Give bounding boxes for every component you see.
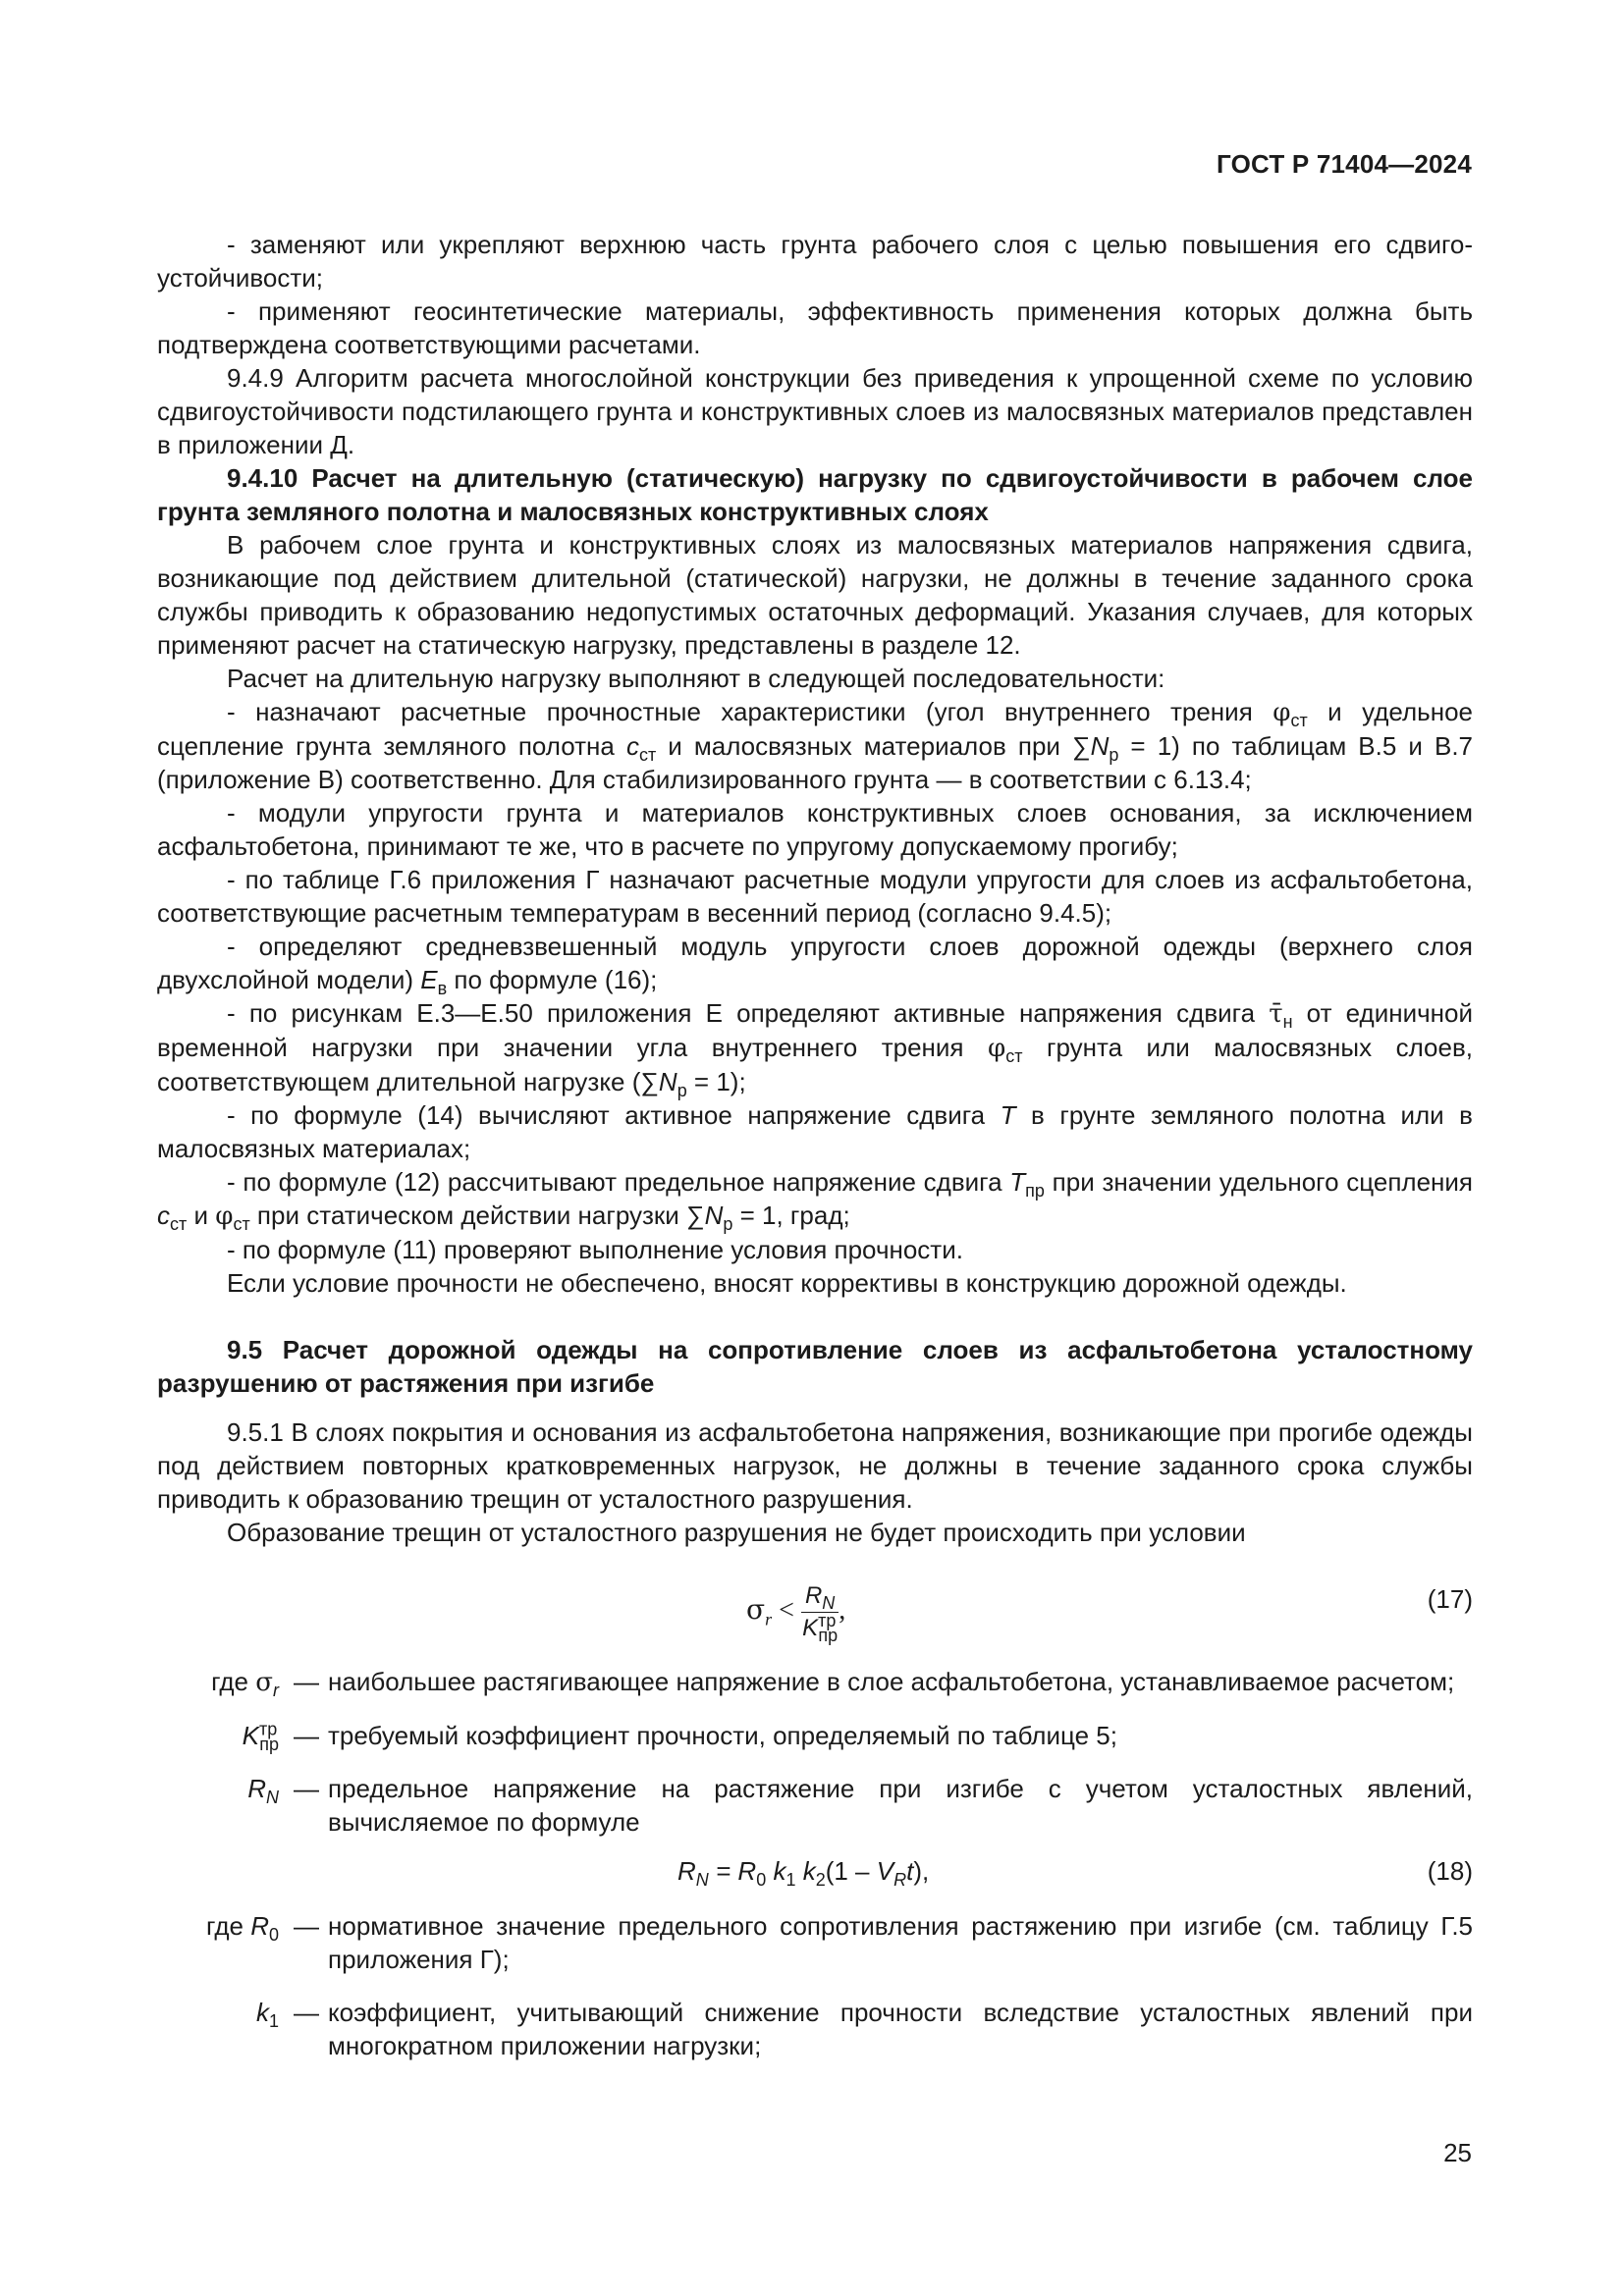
document-body — [157, 228, 1473, 2072]
list-item: - по формуле (12) рассчитывают предельное напряжение сдвига $T_{пр}$ при значении удельного сцепления $c_{ст}$ и $\varphi_{ст}$ при статическом действии нагрузки $\sum N_р = 1$, град; — [157, 1167, 1474, 1235]
paragraph: Если условие прочности не обеспечено, вносят коррективы в конструкцию дорожной одежды. — [227, 1268, 1347, 1298]
formula-17 — [157, 1563, 1473, 1653]
page-number: 25 — [1443, 2138, 1472, 2167]
list-item: - по рисункам Е.3—Е.50 приложения Е определяют активные напряжения сдвига $\taū_н$ от единичной временной нагрузки при значении угла внутреннего трения $\varphi_{ст}$ грунта или малосвязных слоев, соответствующем длительной нагрузке $(\sum N_р = 1)$; — [157, 998, 1473, 1101]
definition-dash: — — [294, 1998, 319, 2027]
definition-text: требуемый коэффициент прочности, определяемый по таблице 5; — [328, 1721, 1117, 1750]
definition-term: $R_N$ — [247, 1774, 279, 1808]
definition-text: наибольшее растягивающее напряжение в слое асфальтобетона, устанавливаемое расчетом; — [328, 1667, 1455, 1696]
list-item: - по таблице Г.6 приложения Г назначают расчетные модули упругости для слоев из асфальтобетона, соответствующие расчетным температурам в весенний период (согласно 9.4.5); — [157, 865, 1473, 928]
definition-term: $k_1$ — [255, 1998, 279, 2032]
heading-9-4-10: 9.4.10 Расчет на длительную (статическую) нагрузку по сдвигоустойчивости в рабочем слое грунта земляного полотна и малосвязных конструктивных слоях — [157, 463, 1473, 526]
definition-dash: — — [294, 1667, 319, 1696]
paragraph-9-4-9: 9.4.9 Алгоритм расчета многослойной конструкции без приведения к упрощенной схеме по условию сдвигоустойчивости подстилающего грунта и конструктивных слоев из малосвязных материалов представлен в приложении Д. — [157, 363, 1473, 459]
formula-17-number: (17) — [1427, 1584, 1473, 1614]
definition-dash: — — [294, 1774, 319, 1803]
definition-text: нормативное значение предельного сопротивления растяжению при изгибе (см. таблицу Г.5 приложения Г); — [328, 1911, 1473, 1974]
formula-18 — [157, 1848, 1473, 1897]
formula-18-number: (18) — [1427, 1856, 1473, 1886]
definition-term: где $\sigma_r$ — [211, 1667, 279, 1701]
paragraph: - применяют геосинтетические материалы, эффективность применения которых должна быть подтверждена соответствующими расчетами. — [157, 296, 1473, 359]
paragraph: Расчет на длительную нагрузку выполняют в следующей последовательности: — [227, 664, 1165, 693]
document-code: ГОСТ Р 71404—2024 — [1217, 149, 1472, 179]
list-item: - по формуле (11) проверяют выполнение условия прочности. — [227, 1235, 963, 1264]
paragraph: В рабочем слое грунта и конструктивных слоях из малосвязных материалов напряжения сдвига, возникающие под действием длительной (статической) нагрузки, не должны в течение заданного срока службы приводить к образованию недопустимых остаточных деформаций. Указания случаев, для которых применяют расчет на статическую нагрузку, представлены в разделе 12. — [157, 530, 1473, 660]
formula-17-definitions — [157, 1665, 1473, 1839]
definition-dash: — — [294, 1721, 319, 1750]
paragraph: - заменяют или укрепляют верхнюю часть грунта рабочего слоя с целью повышения его сдвиго-устойчивости; — [157, 230, 1473, 293]
formula-17-expression: $\sigma_r$ < $\frac{R_N}{K^{тр}_{пр}}$ , — [746, 1582, 846, 1645]
list-item: - модули упругости грунта и материалов конструктивных слоев основания, за исключением асфальтобетона, принимают те же, что в расчете по упругому допускаемому прогибу; — [157, 798, 1473, 861]
list-item: - назначают расчетные прочностные характеристики (угол внутреннего трения $\varphi_{ст}$ и удельное сцепление грунта земляного полотна $c_{ст}$ и малосвязных материалов при $\sum N_р = 1$) по таблицам В.5 и В.7 (приложение В) соответственно. Для стабилизированного грунта — в соответствии с 6.13.4; — [157, 697, 1474, 794]
list-item: - определяют средневзвешенный модуль упругости слоев дорожной одежды (верхнего слоя двухслойной модели) $E_в$ по формуле (16); — [157, 932, 1473, 999]
definition-dash: — — [294, 1911, 319, 1941]
heading-9-5: 9.5 Расчет дорожной одежды на сопротивление слоев из асфальтобетона усталостному разрушению от растяжения при изгибе — [157, 1335, 1473, 1398]
list-item: - по формуле (14) вычисляют активное напряжение сдвига T в грунте земляного полотна или в малосвязных материалах; — [157, 1100, 1473, 1163]
definition-text: коэффициент, учитывающий снижение прочности вследствие усталостных явлений при многократном приложении нагрузки; — [328, 1998, 1473, 2060]
paragraph-9-5-1: 9.5.1 В слоях покрытия и основания из асфальтобетона напряжения, возникающие при прогибе одежды под действием повторных кратковременных нагрузок, не должны в течение заданного срока службы приводить к образованию трещин от усталостного разрушения. — [157, 1417, 1473, 1514]
definition-term: $K^{тр}_{пр}$ — [242, 1719, 279, 1755]
definition-text: предельное напряжение на растяжение при изгибе с учетом усталостных явлений, вычисляемое по формуле — [328, 1774, 1473, 1837]
formula-18-expression: $R_N = R_0$ $k_1$ $k_2(1 - V_Rt)$, — [677, 1856, 930, 1891]
paragraph: Образование трещин от усталостного разрушения не будет происходить при условии — [227, 1518, 1246, 1547]
definition-term: где $R_0$ — [206, 1911, 279, 1946]
formula-18-definitions — [157, 1909, 1473, 2062]
